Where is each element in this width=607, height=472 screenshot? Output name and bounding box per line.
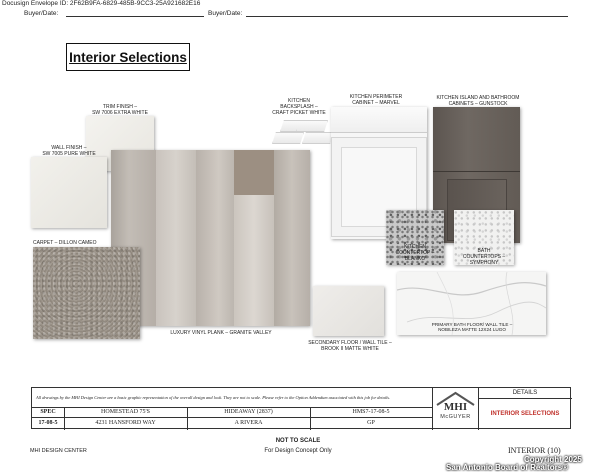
property-address: 4231 HANSFORD WAY bbox=[95, 420, 156, 426]
countertop-label-line: BLANKO bbox=[404, 256, 426, 262]
primary-label-line: PRIMARY BATH FLOOR/ WALL TILE – bbox=[431, 322, 513, 327]
title-block bbox=[31, 387, 571, 429]
copyright-text: Copyright 2025 bbox=[524, 455, 582, 464]
details-label: DETAILS bbox=[512, 390, 538, 396]
orientation-code: GP bbox=[367, 420, 375, 426]
backsplash-tile bbox=[272, 132, 304, 144]
elevation-name: A RIVERA bbox=[234, 420, 263, 426]
bath-countertops-label bbox=[458, 248, 510, 266]
plank bbox=[234, 195, 274, 326]
job-number: HMS7-17-08-5 bbox=[352, 409, 390, 415]
backsplash-label-line: KITCHEN bbox=[288, 98, 310, 104]
luxury-vinyl-label: LUXURY VINYL PLANK – GRANITE VALLEY bbox=[170, 330, 272, 336]
page-reference: INTERIOR (10) bbox=[508, 446, 561, 455]
backsplash-tile bbox=[302, 132, 334, 144]
page-title: Interior Selections bbox=[69, 49, 187, 65]
kitchen-island-label bbox=[428, 95, 528, 107]
trim-finish-label bbox=[88, 104, 152, 116]
bath-label-line: COUNTERTOPS – bbox=[462, 254, 506, 260]
details-value: INTERIOR SELECTIONS bbox=[490, 411, 560, 417]
island-label-line: KITCHEN ISLAND AND BATHROOM bbox=[436, 95, 520, 101]
mhi-logo bbox=[433, 389, 478, 429]
plank bbox=[274, 150, 310, 326]
wall-finish-label bbox=[36, 145, 102, 157]
wall-finish-label-line: WALL FINISH – bbox=[51, 145, 87, 151]
design-concept-text: For Design Concept Only bbox=[264, 448, 332, 454]
perimeter-label-line: KITCHEN PERIMETER bbox=[349, 94, 403, 100]
primary-label-line: NOBILEZA MATTE 12X24 LUGO bbox=[438, 327, 506, 333]
primary-bath-label bbox=[417, 322, 527, 333]
kitchen-countertop-label bbox=[390, 244, 440, 262]
primary-bath-tile-swatch bbox=[397, 272, 546, 335]
backsplash-label-line: BACKSPLASH – bbox=[280, 104, 318, 110]
bath-label-line: SYMPHONY bbox=[469, 260, 499, 266]
logo-name: McGUYER bbox=[440, 414, 471, 420]
spec-code: 17-08-5 bbox=[38, 420, 58, 426]
wall-finish-swatch bbox=[31, 157, 107, 228]
buyer-date-line bbox=[66, 10, 204, 17]
luxury-vinyl-plank-swatch bbox=[111, 150, 310, 326]
community-name: HOMESTEAD 75'S bbox=[101, 409, 150, 415]
secondary-floor-label bbox=[308, 340, 392, 352]
kitchen-perimeter-label bbox=[340, 94, 412, 106]
plank bbox=[196, 150, 234, 326]
plank bbox=[234, 150, 274, 195]
perimeter-label-line: CABINET – MARVEL bbox=[352, 100, 400, 106]
carpet-label: CARPET – DILLON CAMEO bbox=[33, 240, 97, 246]
trim-finish-label-line: TRIM FINISH – bbox=[102, 104, 138, 110]
backsplash-label-line: CRAFT PICKET WHITE bbox=[272, 110, 326, 116]
trim-finish-label-line: SW 7006 EXTRA WHITE bbox=[92, 110, 148, 116]
watermark-text: San Antonio Board of Realtors® bbox=[446, 463, 569, 472]
countertop-label-line: COUNTERTOP – bbox=[395, 250, 435, 256]
bath-label-line: BATH bbox=[477, 248, 491, 254]
page-title-box bbox=[66, 43, 190, 71]
wall-finish-label-line: SW 7005 PURE WHITE bbox=[42, 151, 96, 157]
design-center-text: MHI DESIGN CENTER bbox=[30, 448, 87, 454]
cabinet-drawer bbox=[331, 107, 427, 133]
carpet-swatch bbox=[33, 247, 140, 339]
buyer-date-label-2: Buyer/Date: bbox=[208, 10, 243, 17]
secondary-label-line: BROOK II MATTE WHITE bbox=[321, 346, 379, 352]
secondary-label-line: SECONDARY FLOOR / WALL TILE – bbox=[308, 340, 392, 346]
envelope-id: Docusign Envelope ID: 2F62B9FA-6829-485B-9CC3-25A921682E16 bbox=[2, 0, 201, 7]
kitchen-backsplash-label bbox=[270, 98, 328, 116]
logo-letters: MHI bbox=[443, 401, 468, 413]
plan-name: HIDEAWAY (2837) bbox=[224, 409, 273, 415]
cabinet-edge bbox=[433, 171, 520, 172]
disclaimer-text: All drawings by the MHI Design Center are a basic graphic representation of the overall design and look. They are not to scale. Please refer to the Option Addendum associated with this job for details. bbox=[36, 395, 391, 401]
secondary-floor-tile-swatch bbox=[313, 286, 384, 336]
island-label-line: CABINETS – GUNSTOCK bbox=[448, 101, 508, 107]
buyer-date-line-2 bbox=[246, 10, 568, 17]
countertop-label-line: KITCHEN bbox=[404, 244, 426, 250]
backsplash-tile bbox=[296, 120, 328, 132]
not-to-scale-text: NOT TO SCALE bbox=[275, 438, 321, 444]
spec-label: SPEC bbox=[40, 409, 56, 415]
buyer-date-label: Buyer/Date: bbox=[24, 10, 59, 17]
plank bbox=[156, 150, 196, 326]
